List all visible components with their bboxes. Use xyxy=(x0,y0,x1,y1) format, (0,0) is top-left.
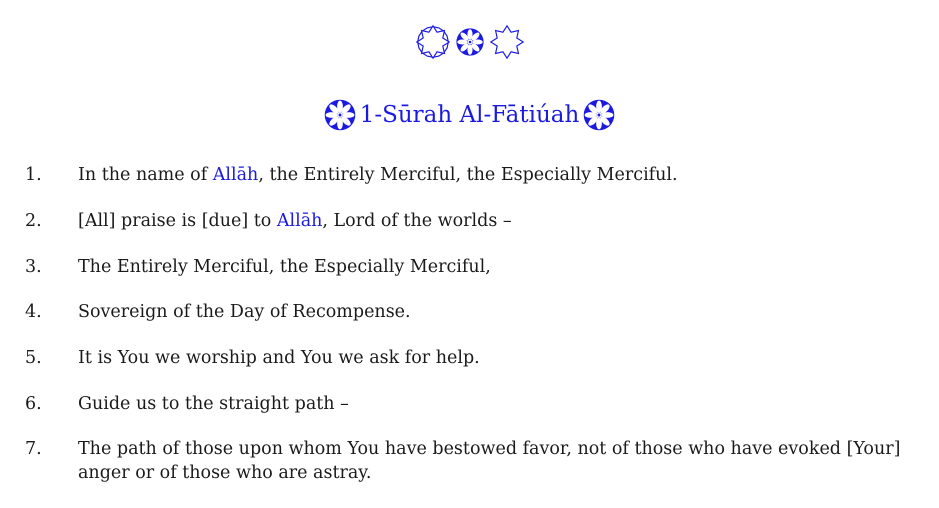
verse-number: 7. xyxy=(25,439,42,459)
verse-text: Sovereign of the Day of Recompense. xyxy=(78,302,411,322)
verse-text xyxy=(78,163,918,187)
flower-ornament-icon xyxy=(581,97,617,133)
verse-number: 4. xyxy=(25,302,42,322)
star-outline-icon xyxy=(415,23,451,61)
verse-text: It is You we worship and You we ask for help. xyxy=(78,348,480,368)
verse-number: 2. xyxy=(25,211,42,231)
verse-text: Guide us to the straight path – xyxy=(78,394,349,414)
verse-text: The Entirely Merciful, the Especially Merciful, xyxy=(78,257,491,277)
verse-number: 6. xyxy=(25,394,42,414)
verse-number: 1. xyxy=(25,165,42,185)
surah-title: 1-Sūrah Al-Fātiúah xyxy=(359,102,580,128)
verse-text xyxy=(78,209,918,233)
surah-title-row xyxy=(0,93,939,137)
verse-number: 3. xyxy=(25,257,42,277)
verse-text-part: [All] praise is [due] to xyxy=(78,211,277,231)
verse-text-part: , the Entirely Merciful, the Especially Merciful. xyxy=(258,165,678,185)
flower-ornament-icon xyxy=(453,25,487,59)
star-outline-icon xyxy=(489,23,525,61)
divine-name: Allāh xyxy=(212,165,259,185)
verse-text-part: , Lord of the worlds – xyxy=(322,211,512,231)
divine-name: Allāh xyxy=(276,211,323,231)
verse-number: 5. xyxy=(25,348,42,368)
ornament-row xyxy=(0,21,939,63)
flower-ornament-icon xyxy=(322,97,358,133)
verse-text-part: In the name of xyxy=(78,165,213,185)
verse-text: The path of those upon whom You have bestowed favor, not of those who have evoked [Your] anger or of those who are astray. xyxy=(78,439,901,483)
